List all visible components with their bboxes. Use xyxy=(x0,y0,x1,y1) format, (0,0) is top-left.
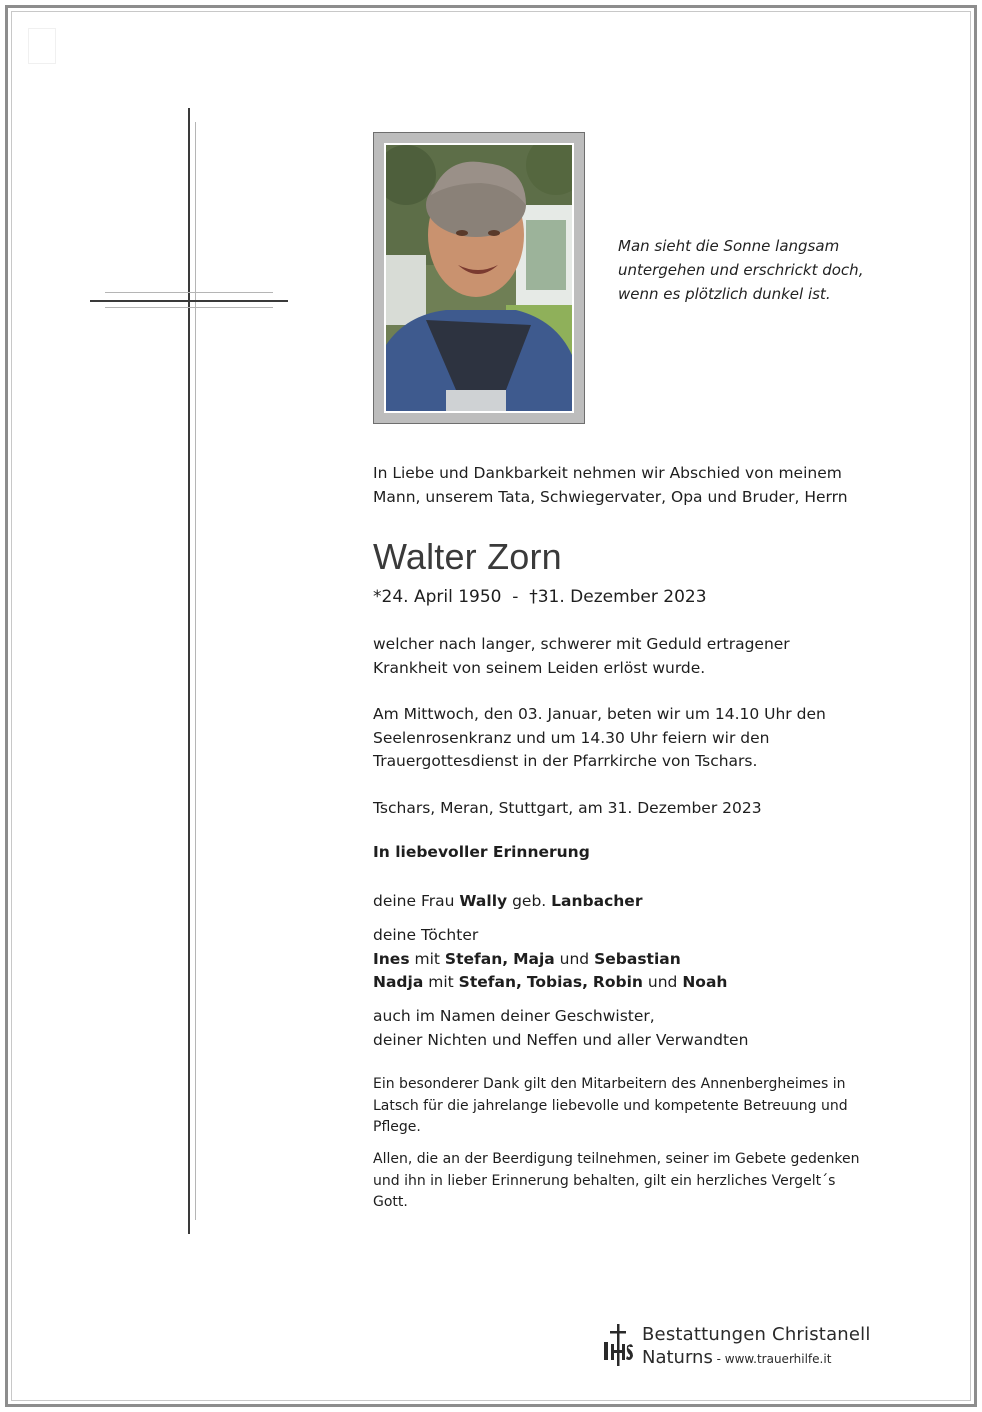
funeral-home-footer xyxy=(600,1322,890,1370)
word-with: mit xyxy=(428,973,454,991)
thanks-line: Latsch für die jahrelange liebevolle und kompetente Betreuung und xyxy=(373,1097,848,1114)
illness-text xyxy=(373,633,873,680)
partner-name: Stefan xyxy=(458,973,516,991)
wife-maiden-name: Lanbacher xyxy=(551,892,643,910)
wife-name: Wally xyxy=(459,892,508,910)
cross-vertical-shadow xyxy=(195,122,196,1220)
daughter-name: Ines xyxy=(373,949,410,968)
wife-prefix: deine Frau xyxy=(373,892,455,910)
cross-icon xyxy=(188,108,190,1234)
separator: , xyxy=(502,949,509,968)
funeral-home-town: Naturns xyxy=(642,1347,713,1368)
quote-line: untergehen und erschrickt doch, xyxy=(618,261,864,279)
funeral-line: Seelenrosenkranz und um 14.30 Uhr feiern wir den xyxy=(373,728,770,747)
illness-line: Krankheit von seinem Leiden erlöst wurde. xyxy=(373,658,706,677)
deceased-name: Walter Zorn xyxy=(373,536,562,577)
remembrance-heading: In liebevoller Erinnerung xyxy=(373,843,590,861)
intro-line: In Liebe und Dankbarkeit nehmen wir Abschied von meinem xyxy=(373,464,842,482)
thanks-line: Ein besonderer Dank gilt den Mitarbeitern des Annenbergheimes in xyxy=(373,1076,846,1092)
thanks-text-1 xyxy=(373,1074,873,1139)
daughters-block xyxy=(373,924,873,995)
grandchild-name: Robin xyxy=(592,973,643,991)
cross-horizontal-shadow-top xyxy=(105,292,273,293)
portrait-photo xyxy=(384,143,574,413)
cross-horizontal-shadow-bottom xyxy=(105,307,273,308)
word-and: und xyxy=(559,949,590,968)
relatives-line: auch im Namen deiner Geschwister, xyxy=(373,1007,655,1025)
thanks-text-2 xyxy=(373,1149,873,1214)
wife-line xyxy=(373,890,873,914)
thanks-line: Gott. xyxy=(373,1194,408,1210)
ihs-cross-icon xyxy=(600,1322,636,1368)
funeral-home-name: Bestattungen Christanell xyxy=(642,1324,871,1345)
partner-name: Stefan xyxy=(444,949,503,968)
funeral-line: Trauergottesdienst in der Pfarrkirche von Tschars. xyxy=(373,752,758,770)
daughter-name: Nadja xyxy=(373,973,424,991)
life-dates: *24. April 1950 - †31. Dezember 2023 xyxy=(373,587,707,607)
corner-mark xyxy=(28,28,56,64)
relatives-text xyxy=(373,1005,873,1052)
daughter-line xyxy=(373,948,873,972)
portrait-frame xyxy=(373,132,585,424)
word-and: und xyxy=(647,973,678,991)
separator: , xyxy=(516,973,522,991)
quote-line: Man sieht die Sonne langsam xyxy=(618,237,840,255)
daughters-heading: deine Töchter xyxy=(373,926,479,944)
intro-line: Mann, unserem Tata, Schwiegervater, Opa und Bruder, Herrn xyxy=(373,487,848,506)
place-date: Tschars, Meran, Stuttgart, am 31. Dezember 2023 xyxy=(373,799,762,817)
funeral-home-url[interactable]: - www.trauerhilfe.it xyxy=(712,1352,832,1366)
funeral-line: Am Mittwoch, den 03. Januar, beten wir um 14.10 Uhr den xyxy=(373,705,826,723)
cross-horizontal-bar xyxy=(90,300,288,302)
grandchild-name: Sebastian xyxy=(594,949,681,968)
grandchild-name: Maja xyxy=(513,949,555,968)
thanks-line: Pflege. xyxy=(373,1119,421,1135)
grandchild-name: Noah xyxy=(682,973,728,991)
portrait-image xyxy=(386,145,572,411)
thanks-line: und ihn in lieber Erinnerung behalten, gilt ein herzliches Vergelt´s xyxy=(373,1172,836,1189)
grandchild-name: Tobias xyxy=(526,973,583,991)
thanks-line: Allen, die an der Beerdigung teilnehmen, seiner im Gebete gedenken xyxy=(373,1151,860,1167)
intro-text xyxy=(373,462,873,509)
funeral-home-location xyxy=(642,1347,831,1368)
quote xyxy=(618,234,872,306)
illness-line: welcher nach langer, schwerer mit Geduld ertragener xyxy=(373,635,790,653)
separator: , xyxy=(582,973,588,991)
relatives-line: deiner Nichten und Neffen und aller Verwandten xyxy=(373,1030,749,1049)
quote-line: wenn es plötzlich dunkel ist. xyxy=(618,285,831,303)
daughter-line xyxy=(373,971,873,995)
wife-mid: geb. xyxy=(512,892,547,910)
word-with: mit xyxy=(414,949,440,968)
funeral-text xyxy=(373,703,873,774)
